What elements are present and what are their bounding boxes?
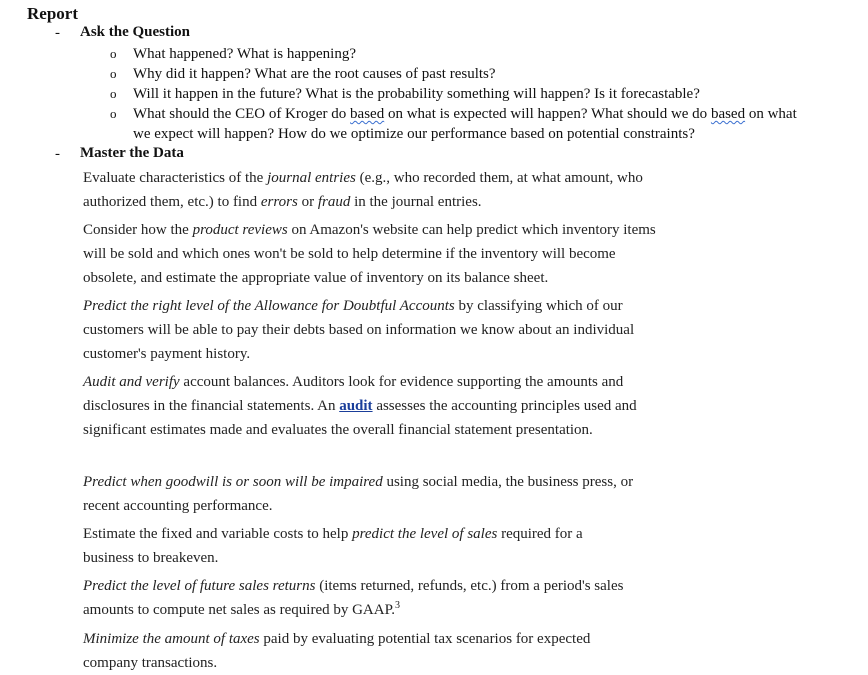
ask-bullet-3: Will it happen in the future? What is the probability something will happen? Is it forecastable? [133, 86, 700, 102]
ask-heading: Ask the Question [80, 24, 191, 40]
audit-link[interactable]: audit [339, 398, 373, 414]
master-paragraph-7: Predict the level of future sales returns (items returned, refunds, etc.) from a period's sales amounts to compute net sales as required by GAAP.$^3$ [83, 578, 624, 618]
master-paragraph-5: Predict when goodwill is or soon will be impaired using social media, the business press, or recent accounting performance. [83, 474, 634, 514]
master-heading: Master the Data [80, 145, 184, 161]
spellcheck-word: based [350, 106, 385, 122]
master-paragraph-6: Estimate the fixed and variable costs to help predict the level of sales required for a business to breakeven. [83, 526, 583, 566]
master-paragraph-1: Evaluate characteristics of the journal entries (e.g., who recorded them, at what amount, who authorized them, etc.) to find errors or fraud in the journal entries. [83, 170, 643, 210]
ask-bullet-2: Why did it happen? What are the root causes of past results? [133, 66, 496, 82]
circle-bullet-icon: o [110, 106, 117, 121]
circle-bullet-icon: o [110, 66, 117, 81]
dash-bullet: - [55, 146, 60, 162]
dash-bullet: - [55, 25, 60, 41]
report-title: Report [27, 4, 78, 23]
circle-bullet-icon: o [110, 86, 117, 101]
footnote-marker: 3 [395, 600, 401, 611]
master-paragraph-8: Minimize the amount of taxes paid by evaluating potential tax scenarios for expected company transactions. [83, 631, 591, 671]
spellcheck-word: based [710, 106, 746, 122]
ask-bullet-1: What happened? What is happening? [133, 46, 356, 62]
circle-bullet-icon: o [110, 46, 117, 61]
master-paragraph-4: Audit and verify account balances. Auditors look for evidence supporting the amounts and disclosures in the financial statements. An audit assesses the accounting principles used and significant estimates made and evaluates the overall financial statement presentation. [83, 374, 637, 438]
master-paragraph-3: Predict the right level of the Allowance for Doubtful Accounts by classifying which of our customers will be able to pay their debts based on information we know about an individual customer's payment history. [83, 298, 635, 362]
ask-bullet-4: What should the CEO of Kroger do based on what is expected will happen? What should we do based on what we expect will happen? How do we optimize our performance based on potential constraints? [133, 106, 797, 142]
master-paragraph-2: Consider how the product reviews on Amazon's website can help predict which inventory items will be sold and which ones won't be sold to help determine if the inventory will become obsolete, and estimate the appropriate value of inventory on its balance sheet. [83, 222, 656, 286]
